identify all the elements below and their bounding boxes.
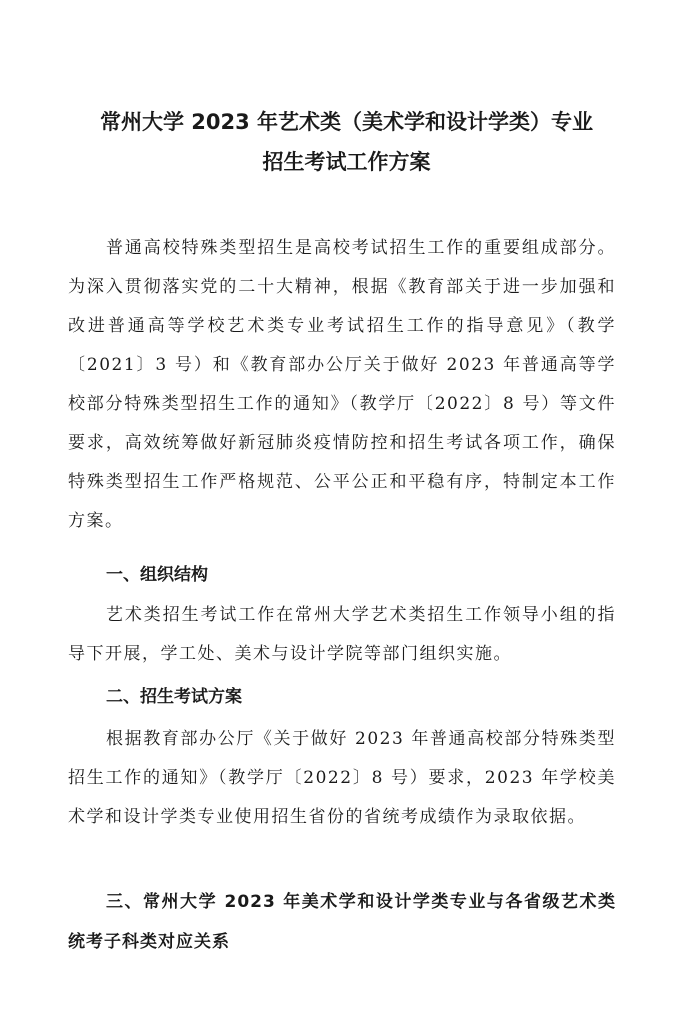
section-heading-correspondence: 三、常州大学 2023 年美术学和设计学类专业与各省级艺术类统考子科类对应关系 bbox=[68, 892, 616, 952]
intro-paragraph: 普通高校特殊类型招生是高校考试招生工作的重要组成部分。为深入贯彻落实党的二十大精神，根据《教育部关于进一步加强和改进普通高等学校艺术类专业考试招生工作的指导意见》（教学〔2021〕3 号）和《教育部办公厅关于做好 2023 年普通高等学校部分特殊类型招生工作的通知》（教学厅〔2022〕8 号）等文件要求，高效统筹做好新冠肺炎疫情防控和招生考试各项工作，确保特殊类型招生工作严格规范、公平公正和平稳有序，特制定本工作方案。 bbox=[68, 238, 616, 531]
document-title-line-1: 常州大学 2023 年艺术类（美术学和设计学类）专业 bbox=[99, 110, 594, 134]
section-heading-exam-plan: 二、招生考试方案 bbox=[106, 687, 242, 707]
section-body-exam-plan: 根据教育部办公厅《关于做好 2023 年普通高校部分特殊类型招生工作的通知》（教学厅〔2022〕8 号）要求，2023 年学校美术学和设计学类专业使用招生省份的省统考成绩作为录取依据。 bbox=[68, 729, 616, 827]
section-heading-organization: 一、组织结构 bbox=[106, 565, 208, 585]
document-title-line-2: 招生考试工作方案 bbox=[262, 150, 431, 174]
section-body-organization: 艺术类招生考试工作在常州大学艺术类招生工作领导小组的指导下开展，学工处、美术与设计学院等部门组织实施。 bbox=[68, 605, 616, 664]
